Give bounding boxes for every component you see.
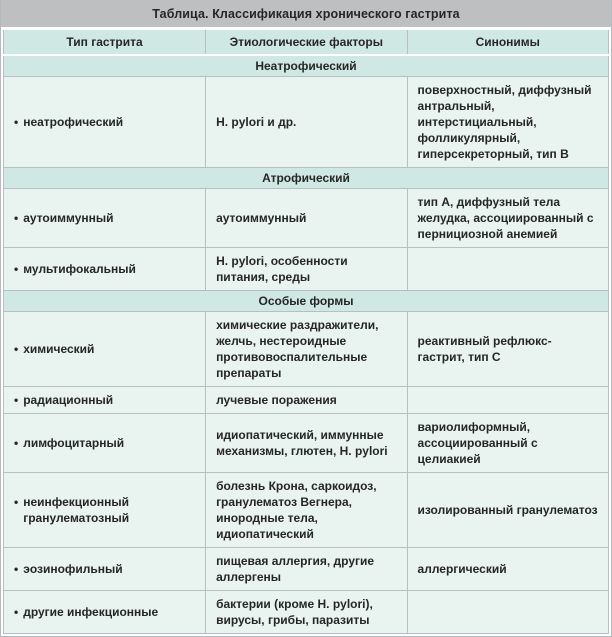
bullet-marker: •	[14, 211, 19, 225]
type-cell	[4, 248, 206, 291]
type-cell	[4, 591, 206, 634]
gastritis-type-label: другие инфекционные	[23, 605, 159, 619]
synonyms-cell	[407, 387, 608, 414]
gastritis-type-label: неинфекционный гранулематозный	[23, 495, 130, 525]
type-cell	[4, 473, 206, 548]
gastritis-type-label: неатрофический	[23, 115, 124, 129]
synonyms-cell	[407, 591, 608, 634]
bullet-marker: •	[14, 262, 19, 276]
type-cell	[4, 548, 206, 591]
bullet-marker: •	[14, 115, 19, 129]
table-row	[4, 548, 609, 591]
factors-cell: химические раздражители, желчь, нестероидные противовоспалительные препараты	[206, 312, 407, 387]
bullet-marker: •	[14, 605, 19, 619]
bullet-marker: •	[14, 342, 19, 356]
table-body	[1, 27, 611, 636]
factors-cell: H. pylori и др.	[206, 77, 407, 168]
section-header-atrophic: Атрофический	[4, 168, 609, 189]
gastritis-type-label: аутоиммунный	[23, 211, 114, 225]
column-header-type: Тип гастрита	[4, 29, 206, 55]
bullet-marker: •	[14, 436, 19, 450]
factors-cell: лучевые поражения	[206, 387, 407, 414]
synonyms-cell	[407, 248, 608, 291]
synonyms-cell: изолированный гранулематоз	[407, 473, 608, 548]
synonyms-cell: вариолиформный, ассоциированный с целиакией	[407, 414, 608, 473]
column-header-synonyms: Синонимы	[407, 29, 608, 55]
bullet-marker: •	[14, 393, 19, 407]
factors-cell: болезнь Крона, саркоидоз, гранулематоз Вегнера, инородные тела, идиопатический	[206, 473, 407, 548]
synonyms-cell: поверхностный, диффузный антральный, интерстициальный, фолликулярный, гиперсекреторный, тип В	[407, 77, 608, 168]
factors-cell: пищевая аллергия, другие аллергены	[206, 548, 407, 591]
header-row	[4, 29, 609, 55]
table-row	[4, 248, 609, 291]
gastritis-type-label: эозинофильный	[23, 562, 123, 576]
table-row	[4, 77, 609, 168]
table-title: Таблица. Классификация хронического гастрита	[1, 0, 611, 27]
factors-cell: идиопатический, иммунные механизмы, глютен, H. pylori	[206, 414, 407, 473]
type-cell	[4, 387, 206, 414]
type-cell	[4, 77, 206, 168]
gastritis-type-label: лимфоцитарный	[23, 436, 125, 450]
table-row	[4, 387, 609, 414]
bullet-marker: •	[14, 495, 19, 509]
column-header-factors: Этиологические факторы	[206, 29, 407, 55]
synonyms-cell: реактивный рефлюкс-гастрит, тип С	[407, 312, 608, 387]
synonyms-cell: аллергический	[407, 548, 608, 591]
section-header-row	[4, 291, 609, 312]
gastritis-type-label: химический	[23, 342, 95, 356]
table-row	[4, 414, 609, 473]
factors-cell: бактерии (кроме H. pylori), вирусы, грибы, паразиты	[206, 591, 407, 634]
synonyms-cell: тип А, диффузный тела желудка, ассоциированный с пернициозной анемией	[407, 189, 608, 248]
table-row	[4, 312, 609, 387]
table-row	[4, 189, 609, 248]
gastritis-type-label: мультифокальный	[23, 262, 136, 276]
type-cell	[4, 312, 206, 387]
table-row	[4, 473, 609, 548]
type-cell	[4, 189, 206, 248]
section-header-row	[4, 168, 609, 189]
section-header-row	[4, 55, 609, 77]
section-header-special-forms: Особые формы	[4, 291, 609, 312]
table-row	[4, 591, 609, 634]
section-header-nonatrophic: Неатрофический	[4, 55, 609, 77]
factors-cell: аутоиммунный	[206, 189, 407, 248]
type-cell	[4, 414, 206, 473]
bullet-marker: •	[14, 562, 19, 576]
gastritis-type-label: радиационный	[23, 393, 114, 407]
factors-cell: H. pylori, особенности питания, среды	[206, 248, 407, 291]
gastritis-table	[3, 28, 609, 634]
